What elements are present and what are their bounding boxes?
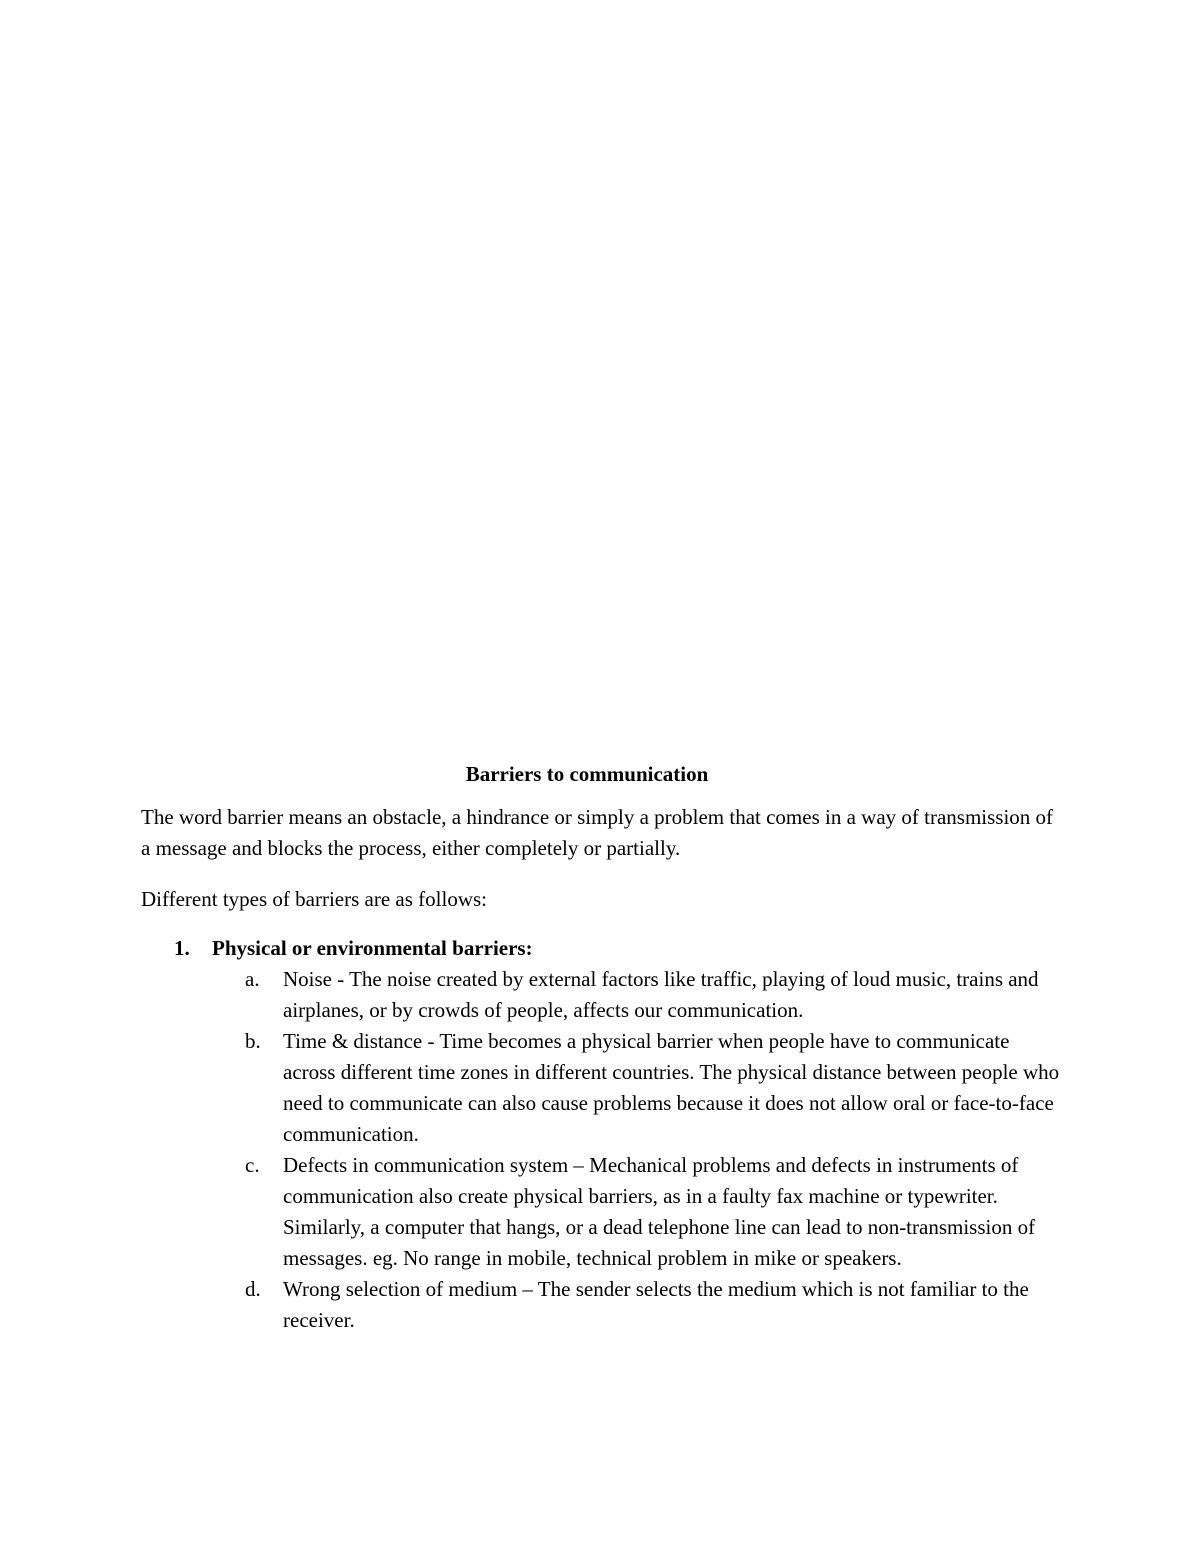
barrier-list — [141, 964, 1081, 1336]
intro-paragraph: The word barrier means an obstacle, a hindrance or simply a problem that comes in a way of transmission of a message and blocks the process, either completely or partially. — [141, 805, 1054, 860]
list-item-marker: d. — [245, 1277, 261, 1301]
list-item-text: Noise - The noise created by external factors like traffic, playing of loud music, trains and airplanes, or by crowds of people, affects our communication. — [283, 967, 1039, 1022]
list-item — [141, 1026, 1063, 1150]
section-physical-barriers — [141, 933, 1081, 1336]
list-item-text: Time & distance - Time becomes a physical barrier when people have to communicate across different time zones in different countries. The physical distance between people who need to communicate can also cause problems because it does not allow oral or face-to-face communication. — [283, 1029, 1060, 1146]
section-heading-text: Physical or environmental barriers: — [212, 936, 533, 960]
list-item-marker: b. — [245, 1029, 261, 1053]
document-title: Barriers to communication — [465, 762, 709, 786]
list-item — [141, 1150, 1063, 1274]
section-number: 1. — [174, 936, 190, 960]
list-item-marker: c. — [245, 1153, 260, 1177]
section-heading — [141, 933, 1081, 964]
list-item-text: Wrong selection of medium – The sender selects the medium which is not familiar to the receiver. — [283, 1277, 1029, 1332]
list-item — [141, 964, 1063, 1026]
list-item-text: Defects in communication system – Mechanical problems and defects in instruments of communication also create physical barriers, as in a faulty fax machine or typewriter. Similarly, a computer that hangs, or a dead telephone line can lead to non-transmission of messages. eg. No range in mobile, technical problem in mike or speakers. — [283, 1153, 1036, 1270]
list-item — [141, 1274, 1063, 1336]
list-item-marker: a. — [245, 967, 260, 991]
types-intro-line: Different types of barriers are as follows: — [141, 887, 487, 911]
